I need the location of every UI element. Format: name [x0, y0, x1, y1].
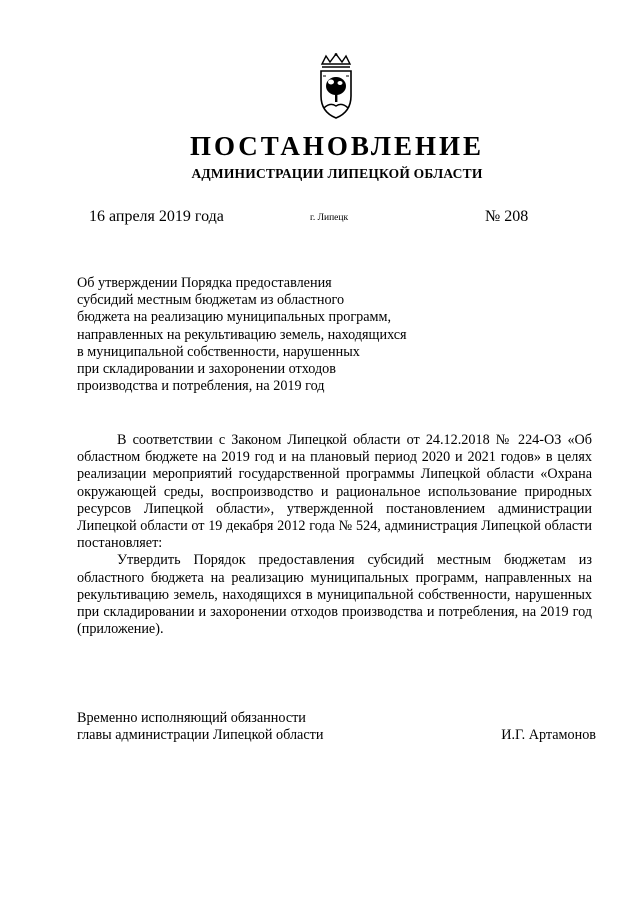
subject-line: Об утверждении Порядка предоставления: [77, 275, 332, 291]
document-number: № 208: [485, 208, 529, 225]
signatory-position: [77, 710, 323, 745]
subject-line: направленных на рекультивацию земель, находящихся: [77, 326, 407, 343]
document-date: 16 апреля 2019 года: [89, 208, 224, 225]
subject-line: при складировании и захоронении отходов: [77, 361, 336, 378]
signatory-name: И.Г. Артамонов: [501, 727, 596, 743]
coat-of-arms-icon: [314, 52, 358, 122]
document-city: г. Липецк: [310, 213, 349, 223]
subject-line: производства и потребления, на 2019 год: [77, 378, 325, 395]
subject-line: бюджета на реализацию муниципальных программ,: [77, 309, 392, 326]
body-paragraph-preamble: В соответствии с Законом Липецкой области от 24.12.2018 № 224-ОЗ «Об областном бюджете на 2019 год и на плановый период 2020 и 2021 годов» в целях реализации мероприятий государственной программы Липецкой области «Охрана окружающей среды, воспроизводство и рациональное использование природных ресурсов Липецкой области», утвержденной постановлением администрации Липецкой области от 19 декабря 2012 года № 524, администрация Липецкой области постановляет:: [77, 432, 592, 552]
signatory-position-line: главы администрации Липецкой области: [77, 727, 324, 744]
issuing-authority: АДМИНИСТРАЦИИ ЛИПЕЦКОЙ ОБЛАСТИ: [191, 166, 483, 181]
document-body: [77, 432, 592, 638]
subject-line: субсидий местным бюджетам из областного: [77, 292, 345, 309]
body-paragraph-resolution: Утвердить Порядок предоставления субсидий местным бюджетам из областного бюджета на реализацию муниципальных программ, направленных на рекультивацию земель, находящихся в муниципальной собственности, нарушенных при складировании и захоронении отходов производства и потребления, на 2019 год (приложение).: [77, 552, 592, 638]
signatory-position-line: Временно исполняющий обязанности: [77, 710, 306, 726]
document-subject: [77, 275, 457, 395]
document-title: ПОСТАНОВЛЕНИЕ: [189, 131, 485, 161]
subject-line: в муниципальной собственности, нарушенных: [77, 343, 360, 360]
